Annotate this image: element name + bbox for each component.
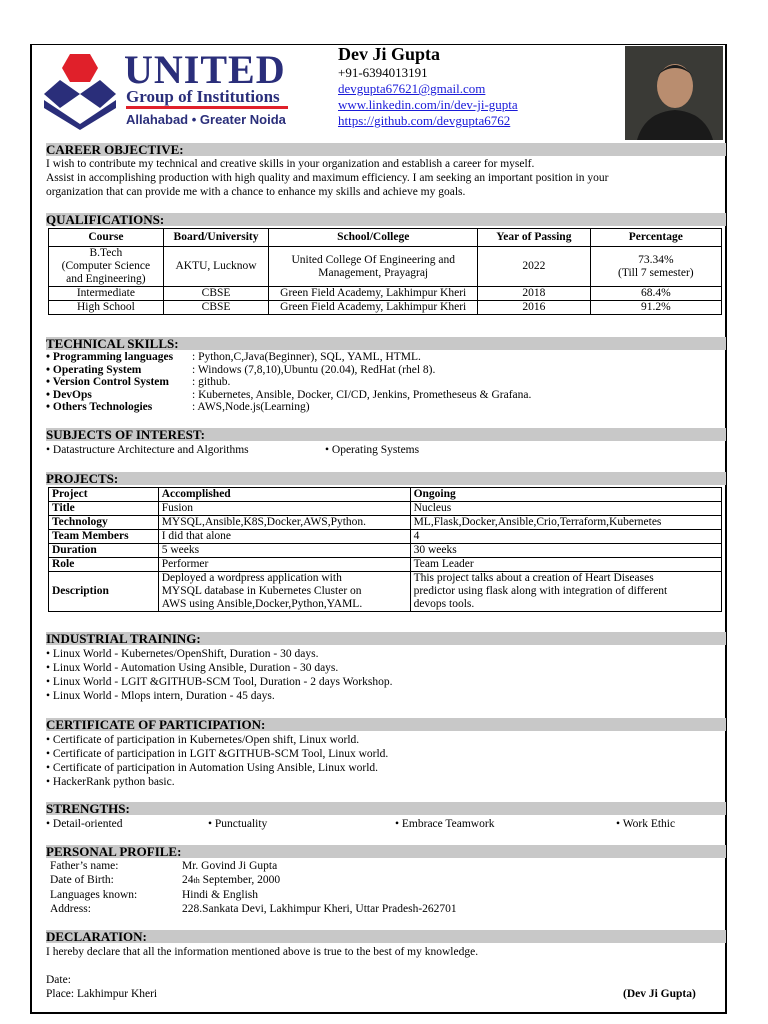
profile-value: Hindi & English <box>182 889 259 901</box>
strength-item: • Work Ethic <box>616 818 676 830</box>
profile-label: Father’s name: <box>50 860 119 872</box>
skill-value: : AWS,Node.js(Learning) <box>192 401 310 414</box>
column-header: Board/University <box>163 229 269 247</box>
certificate-item: • Certificate of participation in Kubernetes/Open shift, Linux world. <box>46 734 360 746</box>
skill-value: : Kubernetes, Ansible, Docker, CI/CD, Jenkins, Prometheseus & Grafana. <box>192 388 532 401</box>
certificate-item: • HackerRank python basic. <box>46 776 175 788</box>
skill-value: : github. <box>192 376 231 389</box>
table-cell: Team Members <box>49 530 159 544</box>
training-list <box>46 647 392 703</box>
table-cell: Team Leader <box>410 558 721 572</box>
github-link[interactable]: https://github.com/devgupta6762 <box>338 113 511 128</box>
profile-row <box>50 873 457 888</box>
column-header: Project <box>49 488 159 502</box>
table-cell: Green Field Academy, Lakhimpur Kheri <box>269 301 478 315</box>
table-row <box>49 530 722 544</box>
subject-item: • Operating Systems <box>325 444 420 456</box>
strengths-heading: STRENGTHS: <box>46 802 726 815</box>
table-cell: Green Field Academy, Lakhimpur Kheri <box>269 287 478 301</box>
profile-label: Date of Birth: <box>50 874 114 886</box>
profile-value: Mr. Govind Ji Gupta <box>182 860 278 872</box>
skill-row <box>46 401 531 414</box>
column-header: Year of Passing <box>478 229 591 247</box>
skill-label: • Version Control System <box>46 376 169 389</box>
declaration-text: I hereby declare that all the information mentioned above is true to the best of my knowledge. <box>46 946 479 958</box>
table-cell: 73.34% (Till 7 semester) <box>590 247 721 287</box>
column-header: School/College <box>269 229 478 247</box>
career-objective-heading: CAREER OBJECTIVE: <box>46 143 726 156</box>
table-cell: Intermediate <box>49 287 164 301</box>
table-row <box>49 247 722 287</box>
profile-row <box>50 902 457 916</box>
training-item: • Linux World - Automation Using Ansible, Duration - 30 days. <box>46 662 339 674</box>
institution-logo <box>40 47 296 132</box>
skill-row <box>46 364 531 377</box>
profile-row <box>50 859 457 873</box>
table-cell: B.Tech (Computer Science and Engineering) <box>49 247 164 287</box>
industrial-training-heading: INDUSTRIAL TRAINING: <box>46 632 726 645</box>
strength-item: • Detail-oriented <box>46 818 123 830</box>
column-header: Ongoing <box>410 488 721 502</box>
table-cell: Description <box>49 572 159 612</box>
logo-title: UNITED <box>124 47 286 92</box>
profile-label: Address: <box>50 903 91 915</box>
table-cell: 2022 <box>478 247 591 287</box>
table-cell: CBSE <box>163 287 269 301</box>
table-cell: Role <box>49 558 159 572</box>
projects-heading: PROJECTS: <box>46 472 726 485</box>
table-cell: Duration <box>49 544 159 558</box>
technical-skills-list <box>46 351 531 414</box>
strengths-list <box>46 817 726 831</box>
table-cell: 91.2% <box>590 301 721 315</box>
skill-label: • Programming languages <box>46 351 174 363</box>
subjects-list <box>46 443 726 457</box>
certificate-item: • Certificate of participation in Automation Using Ansible, Linux world. <box>46 762 379 774</box>
table-row <box>49 544 722 558</box>
profile-photo <box>625 46 723 140</box>
career-line: I wish to contribute my technical and creative skills in your organization and establish a career for myself. <box>46 158 535 170</box>
table-cell: Deployed a wordpress application with MYSQL database in Kubernetes Cluster on AWS using Ansible,Docker,Python,YAML. <box>158 572 410 612</box>
table-cell: 68.4% <box>590 287 721 301</box>
table-cell: 2016 <box>478 301 591 315</box>
technical-skills-heading: TECHNICAL SKILLS: <box>46 337 726 350</box>
linkedin-link[interactable]: www.linkedin.com/in/dev-ji-gupta <box>338 97 518 112</box>
qualifications-table <box>48 228 722 315</box>
training-item: • Linux World - LGIT &GITHUB-SCM Tool, Duration - 2 days Workshop. <box>46 676 393 688</box>
table-header-row <box>49 488 722 502</box>
training-item: • Linux World - Mlops intern, Duration - 45 days. <box>46 690 275 702</box>
candidate-name: Dev Ji Gupta <box>338 44 441 64</box>
table-cell: Title <box>49 502 159 516</box>
logo-subtitle: Group of Institutions <box>126 87 280 106</box>
skill-value: : Python,C,Java(Beginner), SQL, YAML, HTML. <box>192 351 421 363</box>
strength-item: • Punctuality <box>208 818 268 830</box>
skill-value: : Windows (7,8,10),Ubuntu (20.04), RedHat (rhel 8). <box>192 363 436 376</box>
date-label: Date: <box>46 974 71 986</box>
table-cell: High School <box>49 301 164 315</box>
career-line: Assist in accomplishing production with high quality and maximum efficiency. I am seeking an important position in your <box>46 172 609 184</box>
subject-item: • Datastructure Architecture and Algorithms <box>46 444 249 456</box>
table-row <box>49 558 722 572</box>
table-cell: This project talks about a creation of Heart Diseases predictor using flask along with integration of different devops tools. <box>410 572 721 612</box>
profile-label: Languages known: <box>50 889 138 901</box>
career-line: organization that can provide me with a chance to enhance my skills and achieve my goals. <box>46 186 466 198</box>
table-cell: 5 weeks <box>158 544 410 558</box>
table-cell: ML,Flask,Docker,Ansible,Crio,Terraform,Kubernetes <box>410 516 721 530</box>
career-objective-text <box>46 157 608 199</box>
strength-item: • Embrace Teamwork <box>395 818 495 830</box>
table-cell: CBSE <box>163 301 269 315</box>
table-header-row <box>49 229 722 247</box>
phone-number: +91-6394013191 <box>338 65 428 80</box>
table-row <box>49 301 722 315</box>
certificate-heading: CERTIFICATE OF PARTICIPATION: <box>46 718 726 731</box>
training-item: • Linux World - Kubernetes/OpenShift, Duration - 30 days. <box>46 648 319 660</box>
table-cell: Performer <box>158 558 410 572</box>
table-cell: MYSQL,Ansible,K8S,Docker,AWS,Python. <box>158 516 410 530</box>
table-row <box>49 502 722 516</box>
profile-row <box>50 888 457 902</box>
skill-label: • DevOps <box>46 388 92 401</box>
profile-value: 228.Sankata Devi, Lakhimpur Kheri, Uttar Pradesh-262701 <box>182 903 457 915</box>
skill-label: • Others Technologies <box>46 401 153 414</box>
table-cell: 30 weeks <box>410 544 721 558</box>
place-label: Place: Lakhimpur Kheri <box>46 988 158 1000</box>
personal-profile-heading: PERSONAL PROFILE: <box>46 845 726 858</box>
table-cell: 4 <box>410 530 721 544</box>
column-header: Course <box>49 229 164 247</box>
signature: (Dev Ji Gupta) <box>623 988 696 1000</box>
qualifications-heading: QUALIFICATIONS: <box>46 213 726 226</box>
table-cell: AKTU, Lucknow <box>163 247 269 287</box>
skill-row <box>46 376 531 389</box>
column-header: Accomplished <box>158 488 410 502</box>
table-row <box>49 516 722 530</box>
column-header: Percentage <box>590 229 721 247</box>
table-cell: Technology <box>49 516 159 530</box>
logo-location: Allahabad • Greater Noida <box>126 112 286 127</box>
skill-row <box>46 389 531 402</box>
table-cell: I did that alone <box>158 530 410 544</box>
certificate-item: • Certificate of participation in LGIT &GITHUB-SCM Tool, Linux world. <box>46 748 389 760</box>
table-cell: Nucleus <box>410 502 721 516</box>
personal-profile-list <box>50 859 457 916</box>
email-link[interactable]: devgupta67621@gmail.com <box>338 81 486 96</box>
table-cell: Fusion <box>158 502 410 516</box>
projects-table <box>48 487 722 612</box>
table-cell: United College Of Engineering and Management, Prayagraj <box>269 247 478 287</box>
certificate-list <box>46 733 388 789</box>
contact-block <box>338 65 518 129</box>
table-row <box>49 572 722 612</box>
subjects-heading: SUBJECTS OF INTEREST: <box>46 428 726 441</box>
table-cell: 2018 <box>478 287 591 301</box>
skill-row <box>46 351 531 364</box>
skill-label: • Operating System <box>46 363 142 376</box>
table-row <box>49 287 722 301</box>
declaration-heading: DECLARATION: <box>46 930 726 943</box>
profile-value: 24th September, 2000 <box>182 874 281 886</box>
